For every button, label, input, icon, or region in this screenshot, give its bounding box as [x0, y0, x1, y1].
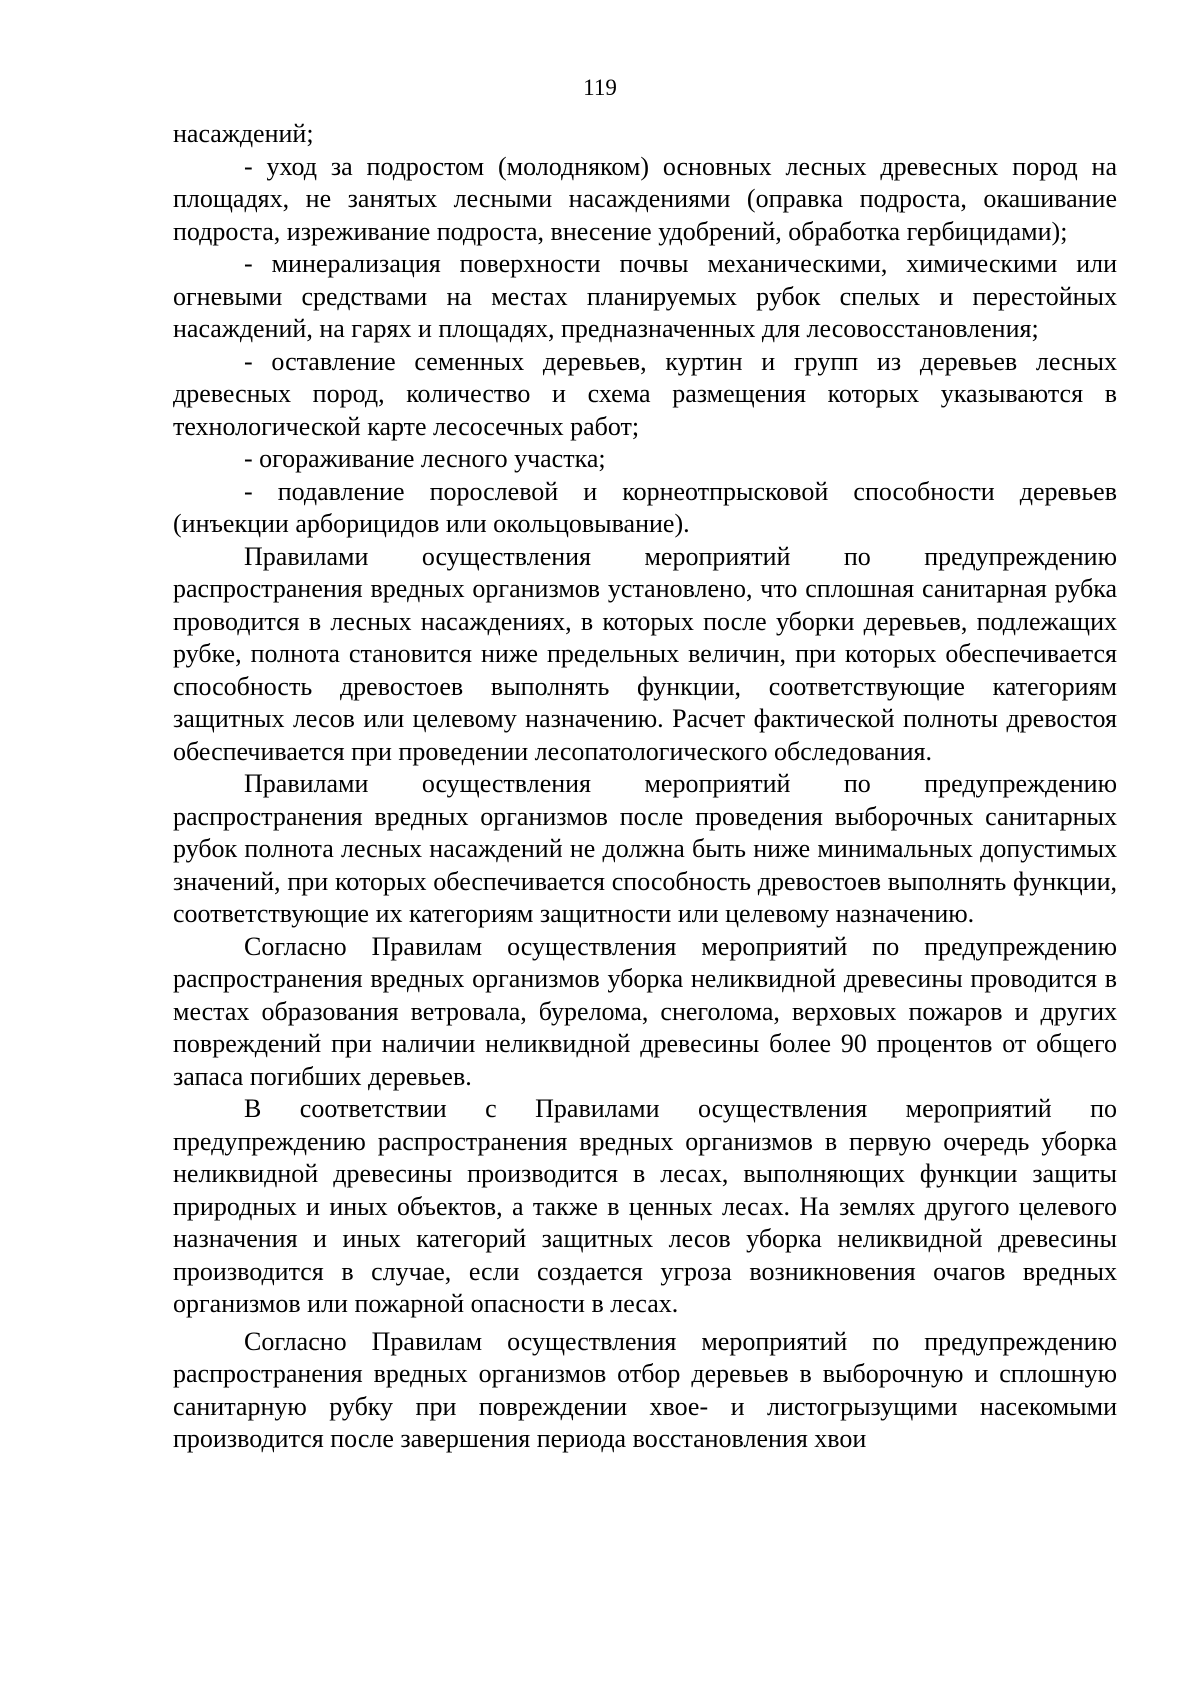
- list-item-sprout-suppression: - подавление порослевой и корнеотпрысковой способности деревьев (инъекции арборицидов или окольцовывание).: [173, 476, 1117, 538]
- document-body: [173, 118, 1117, 1456]
- list-item-undergrowth-care: - уход за подростом (молодняком) основных лесных древесных пород на площадях, не занятых лесными насаждениями (оправка подроста, окашивание подроста, изреживание подроста, внесение удобрений, обработка гербицидами);: [173, 151, 1117, 246]
- paragraph-clear-sanitary-felling: Правилами осуществления мероприятий по предупреждению распространения вредных организмов установлено, что сплошная санитарная рубка проводится в лесных насаждениях, в которых после уборки деревьев, подлежащих рубке, полнота становится ниже предельных величин, при которых обеспечивается способность древостоев выполнять функции, соответствующие категориям защитных лесов или целевому назначению. Расчет фактической полноты древостоя обеспечивается при проведении лесопатологического обследования.: [173, 541, 1117, 766]
- paragraph-priority-removal: В соответствии с Правилами осуществления мероприятий по предупреждению распространения вредных организмов в первую очередь уборка неликвидной древесины производится в лесах, выполняющих функции защиты природных и иных объектов, а также в ценных лесах. На землях другого целевого назначения и иных категорий защитных лесов уборка неликвидной древесины производится в случае, если создается угроза возникновения очагов вредных организмов или пожарной опасности в лесах.: [173, 1094, 1117, 1318]
- paragraph-tree-selection: Согласно Правилам осуществления мероприятий по предупреждению распространения вредных организмов отбор деревьев в выборочную и сплошную санитарную рубку при повреждении хвое- и листогрызущими насекомыми производится после завершения периода восстановления хвои: [173, 1326, 1117, 1453]
- paragraph-illiquid-wood-removal: Согласно Правилам осуществления мероприятий по предупреждению распространения вредных организмов уборка неликвидной древесины проводится в местах образования ветровала, бурелома, снеголома, верховых пожаров и других повреждений при наличии неликвидной древесины более 90 процентов от общего запаса погибших деревьев.: [173, 931, 1117, 1091]
- list-item-seed-trees: - оставление семенных деревьев, куртин и групп из деревьев лесных древесных пород, количество и схема размещения которых указываются в технологической карте лесосечных работ;: [173, 346, 1117, 441]
- page-number: 119: [583, 75, 617, 100]
- list-item-fencing: - огораживание лесного участка;: [244, 444, 606, 473]
- list-item-soil-mineralization: - минерализация поверхности почвы механическими, химическими или огневыми средствами на местах планируемых рубок спелых и перестойных насаждений, на гарях и площадях, предназначенных для лесовосстановления;: [173, 249, 1117, 343]
- paragraph-selective-sanitary-felling: Правилами осуществления мероприятий по предупреждению распространения вредных организмов после проведения выборочных санитарных рубок полнота лесных насаждений не должна быть ниже минимальных допустимых значений, при которых обеспечивается способность древостоев выполнять функции, соответствующие их категориям защитности или целевому назначению.: [173, 769, 1117, 928]
- paragraph-continuation: насаждений;: [173, 119, 314, 148]
